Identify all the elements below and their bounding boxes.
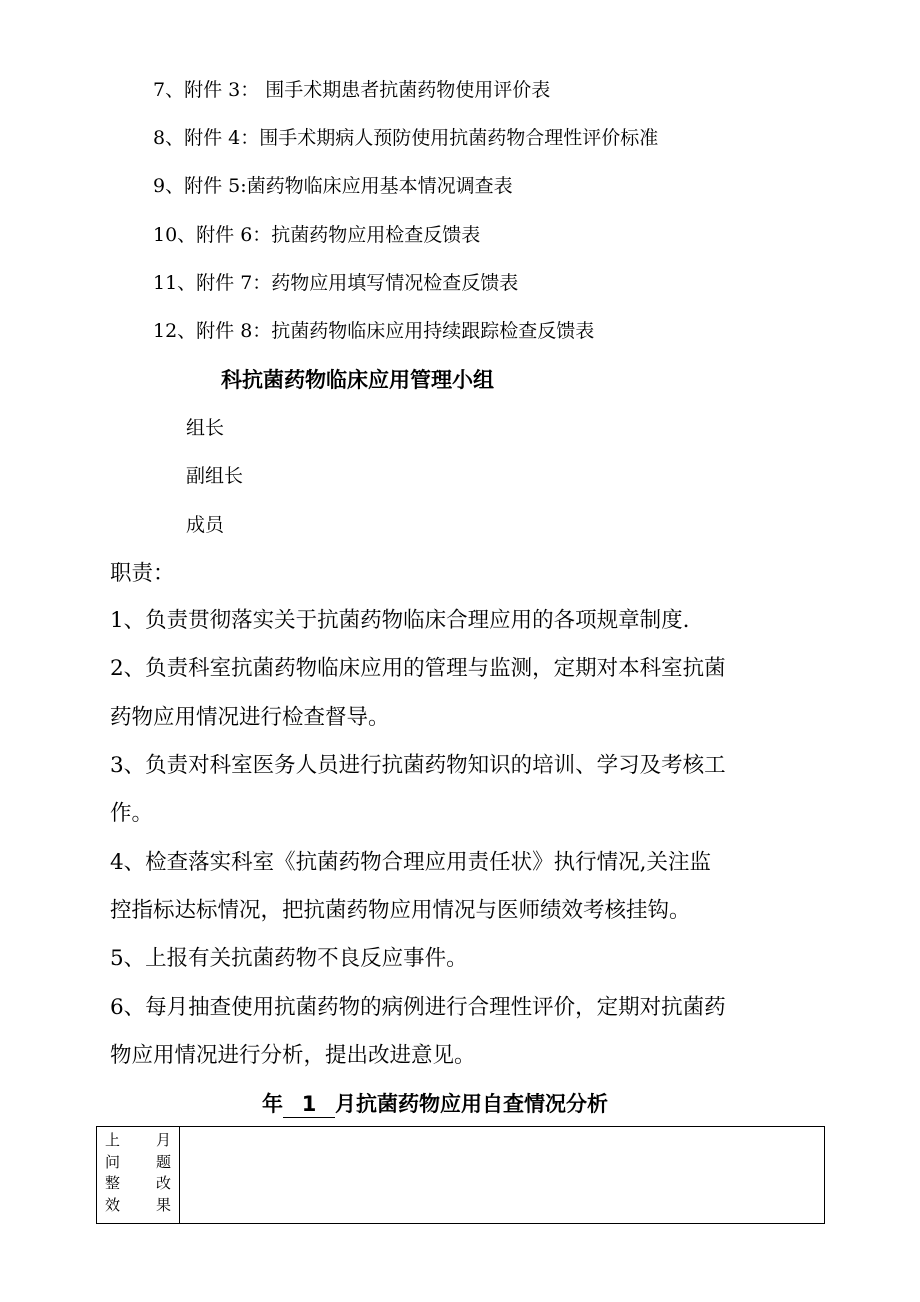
attachment-item-10: 10、附件 6：抗菌药物应用检查反馈表 <box>153 224 481 246</box>
row-label-line: 整 改 <box>105 1174 173 1192</box>
duties-label: 职责： <box>110 561 175 586</box>
duty-line: 药物应用情况进行检查督导。 <box>110 705 390 730</box>
duty-line: 控指标达标情况，把抗菌药物应用情况与医师绩效考核挂钩。 <box>110 898 691 923</box>
duty-line: 2、负责科室抗菌药物临床应用的管理与监测，定期对本科室抗菌 <box>110 656 726 681</box>
row-label-cell <box>97 1127 180 1224</box>
duty-line: 1、负责贯彻落实关于抗菌药物临床合理应用的各项规章制度. <box>110 608 690 633</box>
attachment-item-11: 11、附件 7：药物应用填写情况检查反馈表 <box>153 272 519 294</box>
analysis-month-field: 1 <box>283 1091 335 1118</box>
analysis-title-suffix: 月抗菌药物应用自查情况分析 <box>335 1092 608 1116</box>
duty-line: 6、每月抽查使用抗菌药物的病例进行合理性评价，定期对抗菌药 <box>110 995 726 1020</box>
duty-line: 3、负责对科室医务人员进行抗菌药物知识的培训、学习及考核工 <box>110 753 726 778</box>
self-check-table <box>96 1126 825 1224</box>
attachment-item-7: 7、附件 3： 围手术期患者抗菌药物使用评价表 <box>153 79 551 101</box>
member-leader: 组长 <box>186 417 225 439</box>
duty-line: 4、检查落实科室《抗菌药物合理应用责任状》执行情况,关注监 <box>110 850 712 875</box>
row-label-line: 问 题 <box>105 1152 173 1171</box>
table-row <box>97 1127 825 1224</box>
duty-line: 5、上报有关抗菌药物不良反应事件。 <box>110 946 468 971</box>
attachment-item-8: 8、附件 4：围手术期病人预防使用抗菌药物合理性评价标准 <box>153 127 659 149</box>
row-label-line: 效 果 <box>105 1195 173 1214</box>
row-label-line: 上 月 <box>105 1131 173 1149</box>
attachment-item-12: 12、附件 8：抗菌药物临床应用持续跟踪检查反馈表 <box>153 320 595 342</box>
member-deputy-leader: 副组长 <box>186 465 244 487</box>
analysis-title-prefix: 年 <box>262 1092 283 1116</box>
attachment-item-9: 9、附件 5:菌药物临床应用基本情况调查表 <box>153 175 513 197</box>
duty-line: 作。 <box>110 801 154 826</box>
group-title: 科抗菌药物临床应用管理小组 <box>221 368 494 392</box>
row-content-cell[interactable] <box>180 1127 825 1224</box>
analysis-title <box>262 1090 608 1118</box>
member-members: 成员 <box>186 514 225 536</box>
duty-line: 物应用情况进行分析，提出改进意见。 <box>110 1043 476 1068</box>
